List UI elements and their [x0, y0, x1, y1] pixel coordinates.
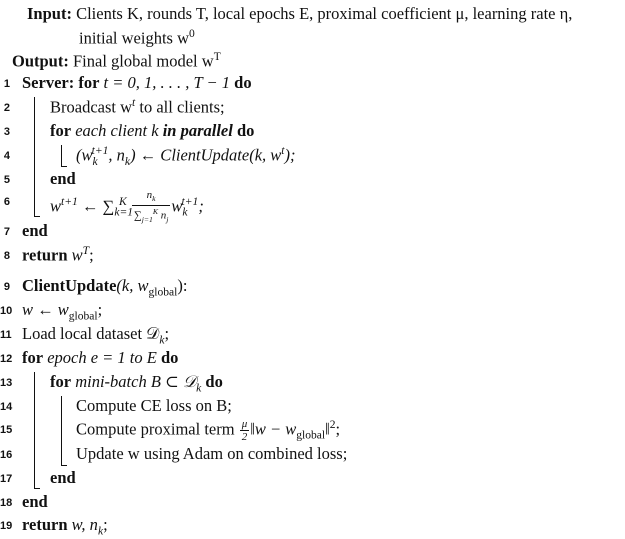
output-line: Output: Final global model $w^T$	[12, 51, 221, 71]
fraction: $\frac{\mu}{2}$	[241, 418, 248, 443]
input-text: Clients K, rounds T, local epochs E, proximal coefficient μ, learning rate η,	[76, 4, 573, 23]
block-bar-epoch	[34, 372, 35, 489]
input-label: Input:	[27, 4, 72, 23]
input-line-2: initial weights $w^0$	[79, 28, 195, 48]
input-text-2: initial weights w	[79, 28, 189, 48]
input-line	[27, 4, 572, 24]
block-bar-parallel	[61, 145, 62, 167]
block-bar-server	[34, 97, 35, 217]
fraction: $\frac{n_k}{\sum_{j=1}^K n_j}$	[133, 189, 169, 225]
output-text: Final global model w	[72, 51, 214, 71]
output-label: Output:	[12, 51, 69, 71]
block-bar-minibatch	[61, 396, 62, 466]
